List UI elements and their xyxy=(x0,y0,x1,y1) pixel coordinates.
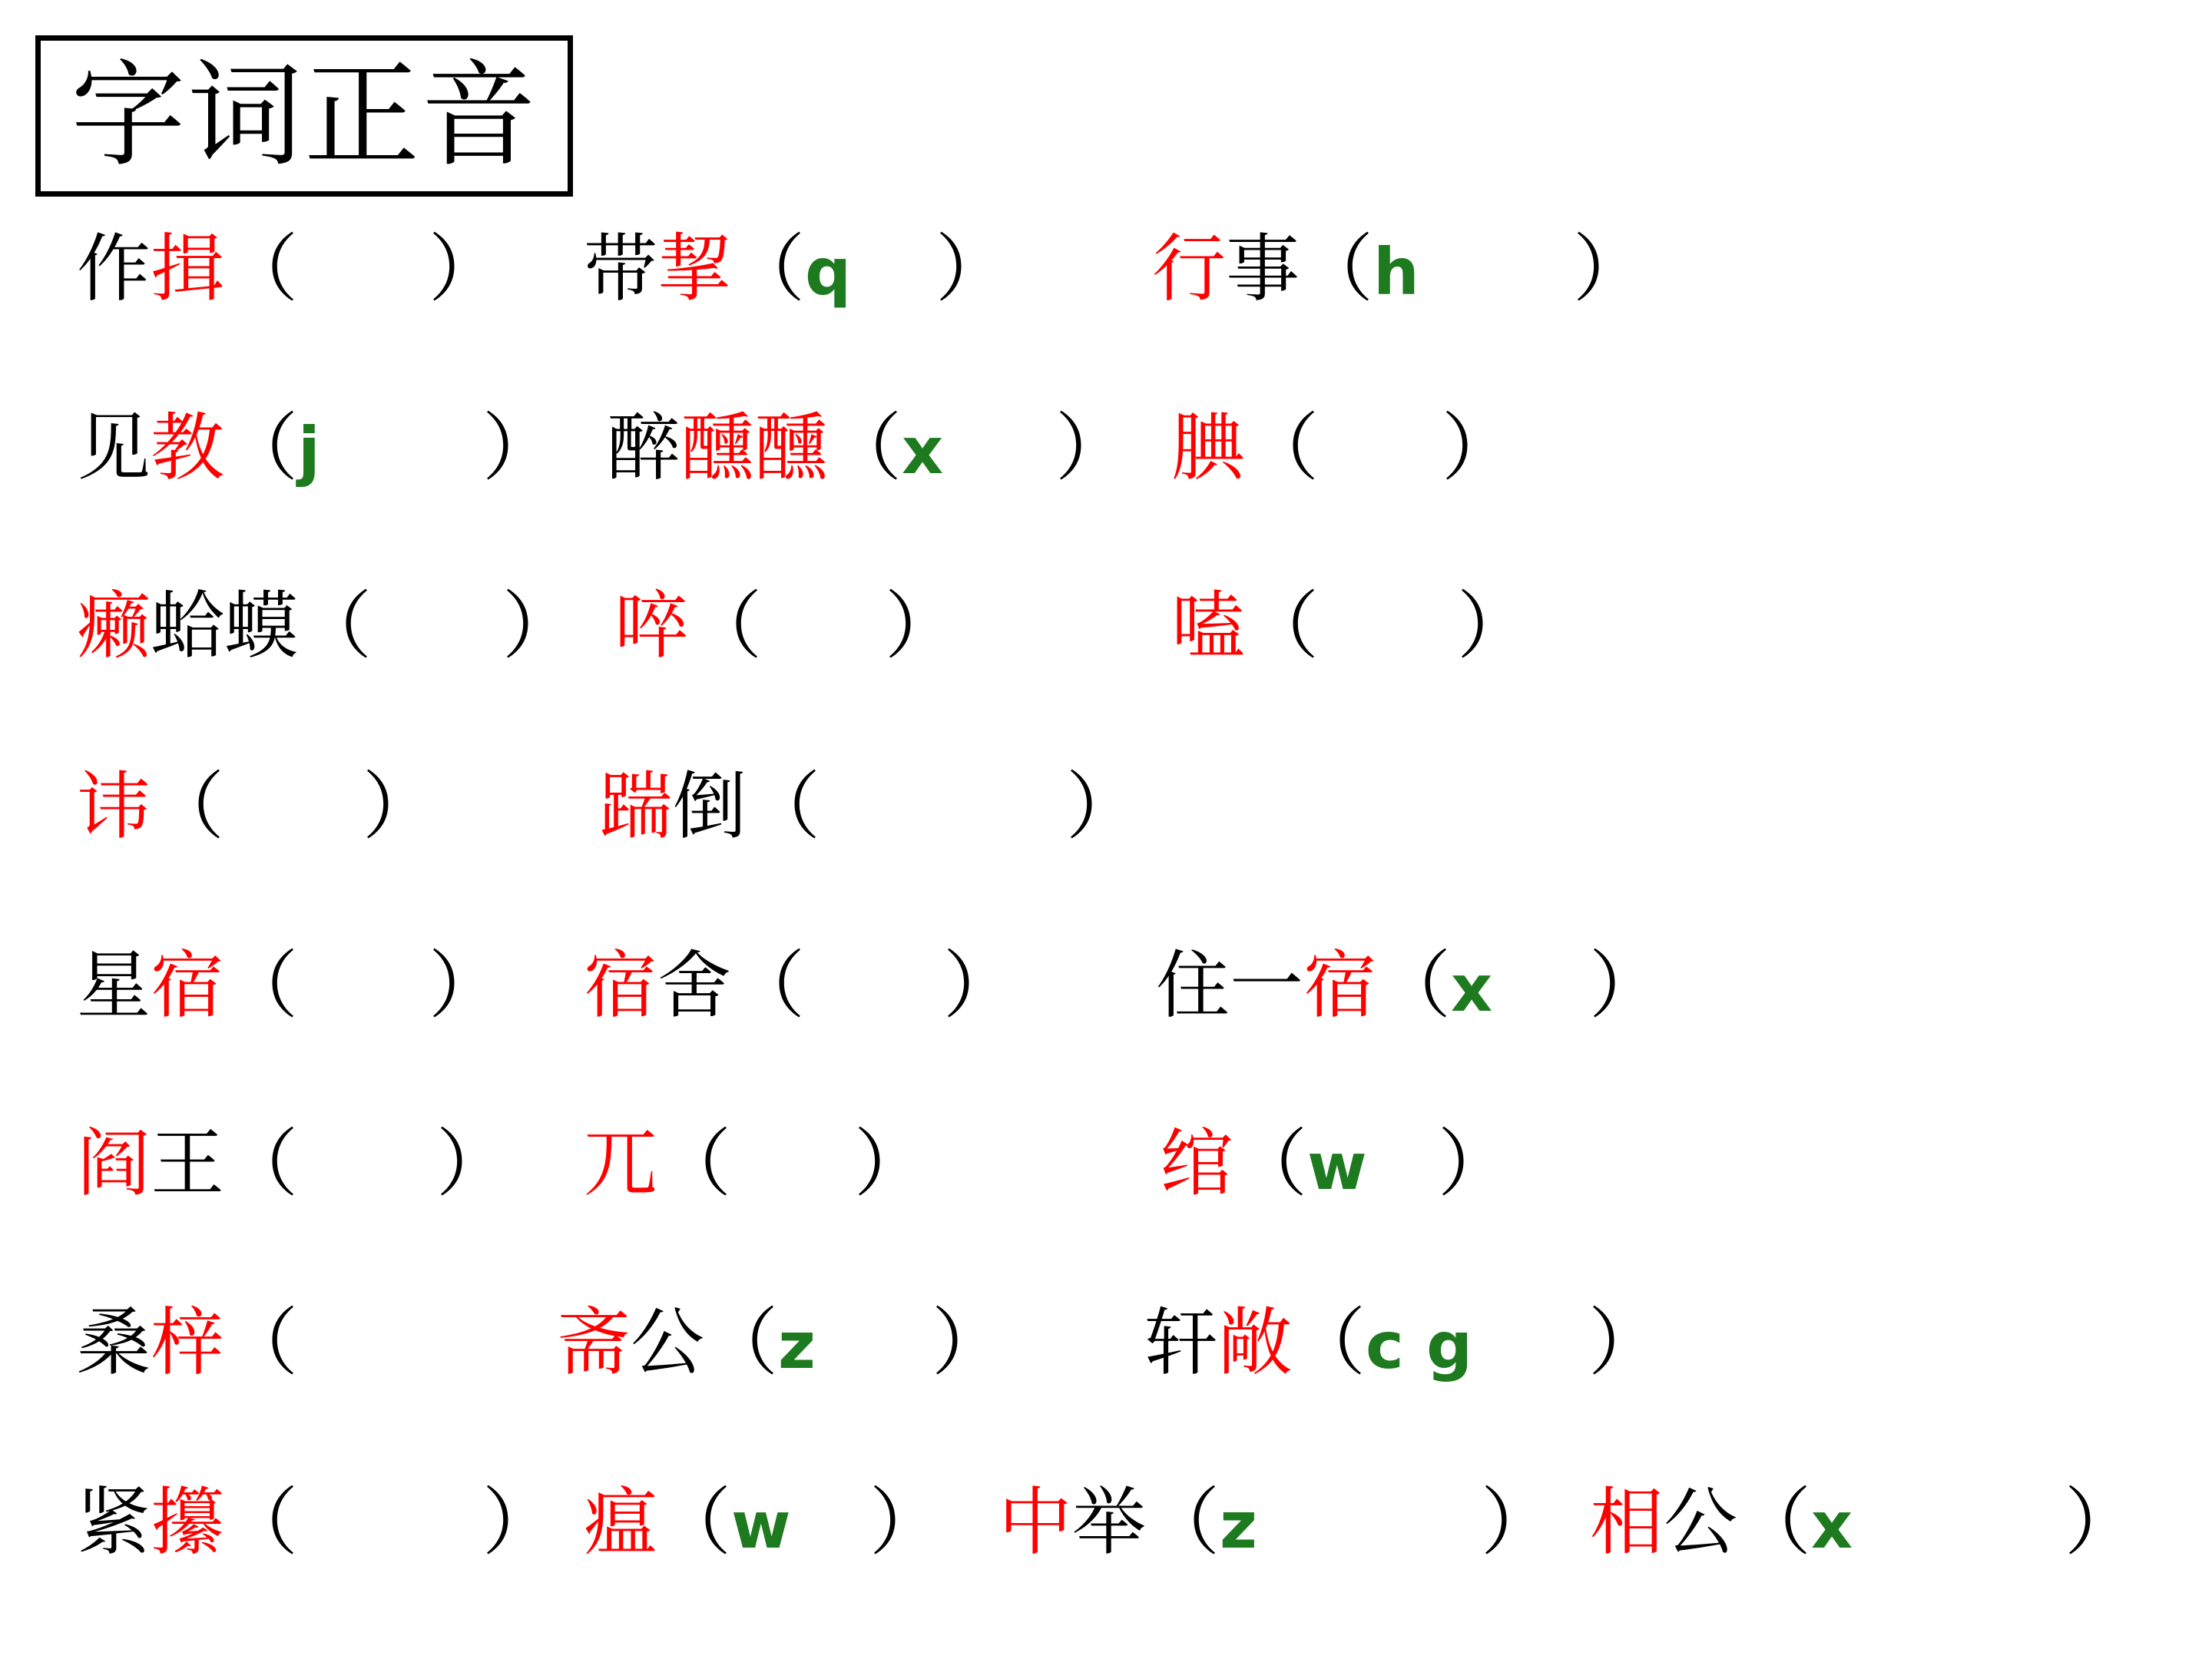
target-character: 兀 xyxy=(584,1121,657,1207)
target-character: 醺醺 xyxy=(680,405,828,491)
vocab-item xyxy=(557,1293,1005,1392)
pinyin-hint: z xyxy=(778,1308,816,1383)
vocab-item xyxy=(77,935,502,1035)
pinyin-blank xyxy=(778,1293,932,1396)
open-paren: （ xyxy=(224,1121,298,1207)
pinyin-hint: x xyxy=(902,413,944,488)
vocab-item xyxy=(77,398,556,498)
close-paren: ） xyxy=(1573,226,1647,312)
target-character: 斋 xyxy=(557,1300,631,1386)
close-paren: ） xyxy=(2065,1479,2138,1565)
target-character: 揖 xyxy=(151,226,224,312)
open-paren: （ xyxy=(224,226,298,312)
vocab-item xyxy=(614,576,959,676)
vocab-item xyxy=(77,1114,510,1214)
close-paren: ） xyxy=(1066,763,1140,849)
target-character: 敞 xyxy=(1218,1300,1292,1386)
close-paren: ） xyxy=(436,1121,510,1207)
word-prefix: 紧 xyxy=(77,1479,151,1565)
word-prefix: 见 xyxy=(77,405,151,491)
target-character: 腆 xyxy=(1171,405,1245,491)
open-paren: （ xyxy=(1233,1121,1307,1207)
word-suffix: 公 xyxy=(1664,1479,1737,1565)
open-paren: （ xyxy=(1377,942,1451,1028)
target-character: 瘟 xyxy=(584,1479,657,1565)
pinyin-blank xyxy=(1811,1472,2065,1575)
pinyin-blank xyxy=(805,219,935,322)
pinyin-blank xyxy=(1220,1472,1481,1575)
vocab-item xyxy=(1144,1293,1662,1392)
open-paren: （ xyxy=(224,1479,298,1565)
target-character: 讳 xyxy=(77,763,151,849)
open-paren: （ xyxy=(688,583,762,669)
target-character: 挈 xyxy=(657,226,731,312)
vocab-item xyxy=(998,1472,1555,1572)
open-paren: （ xyxy=(731,942,805,1028)
word-suffix: 舍 xyxy=(657,942,731,1028)
open-paren: （ xyxy=(747,763,820,849)
word-suffix: 举 xyxy=(1072,1479,1146,1565)
vocab-item xyxy=(584,219,1009,319)
pinyin-blank xyxy=(298,398,482,501)
pinyin-blank xyxy=(902,398,1055,501)
word-prefix: 住一 xyxy=(1156,942,1303,1028)
word-suffix: 事 xyxy=(1226,226,1300,312)
open-paren: （ xyxy=(1245,583,1319,669)
close-paren: ） xyxy=(943,942,1017,1028)
target-character: 教 xyxy=(151,405,224,491)
close-paren: ） xyxy=(854,1121,928,1207)
target-character: 癞 xyxy=(77,583,151,669)
vocab-item xyxy=(1171,576,1531,676)
target-character: 嗑 xyxy=(1171,583,1245,669)
vocab-item xyxy=(1590,1472,2138,1572)
vocab-item xyxy=(1160,1114,1512,1214)
close-paren: ） xyxy=(935,226,1009,312)
pinyin-hint: w xyxy=(731,1488,791,1563)
close-paren: ） xyxy=(869,1479,943,1565)
close-paren: ） xyxy=(1457,583,1531,669)
word-prefix: 醉 xyxy=(607,405,680,491)
vocab-item xyxy=(584,1472,943,1572)
open-paren: （ xyxy=(1292,1300,1366,1386)
close-paren: ） xyxy=(1481,1479,1555,1565)
word-suffix: 蛤蟆 xyxy=(151,583,298,669)
vocab-item xyxy=(77,576,576,676)
target-character: 踹 xyxy=(599,763,673,849)
open-paren: （ xyxy=(1146,1479,1220,1565)
word-prefix: 带 xyxy=(584,226,657,312)
word-prefix: 作 xyxy=(77,226,151,312)
close-paren: ） xyxy=(363,763,436,849)
vocab-item xyxy=(584,935,1017,1035)
pinyin-hint: z xyxy=(1220,1488,1257,1563)
pinyin-hint: q xyxy=(805,234,852,310)
target-character: 行 xyxy=(1152,226,1226,312)
target-character: 梓 xyxy=(151,1300,224,1386)
target-character: 相 xyxy=(1590,1479,1664,1565)
open-paren: （ xyxy=(298,583,372,669)
pinyin-hint: x xyxy=(1451,951,1493,1026)
target-character: 攥 xyxy=(151,1479,224,1565)
word-prefix: 桑 xyxy=(77,1300,151,1386)
open-paren: （ xyxy=(1300,226,1373,312)
vocab-item xyxy=(77,1293,406,1392)
pinyin-blank xyxy=(1307,1114,1438,1217)
open-paren: （ xyxy=(731,226,805,312)
word-suffix: 倒 xyxy=(673,763,747,849)
vocab-item xyxy=(77,219,502,319)
open-paren: （ xyxy=(1245,405,1319,491)
pinyin-hint: x xyxy=(1811,1488,1853,1563)
vocab-item xyxy=(1152,219,1647,319)
word-suffix: 公 xyxy=(631,1300,704,1386)
target-character: 阎 xyxy=(77,1121,151,1207)
vocab-item xyxy=(584,1114,928,1214)
word-prefix: 轩 xyxy=(1144,1300,1218,1386)
pinyin-blank xyxy=(1373,219,1573,322)
target-character: 宿 xyxy=(1303,942,1377,1028)
pinyin-blank xyxy=(1451,935,1589,1038)
close-paren: ） xyxy=(932,1300,1005,1386)
target-character: 中 xyxy=(998,1479,1072,1565)
vocab-item xyxy=(77,1472,556,1572)
open-paren: （ xyxy=(151,763,224,849)
vocab-item xyxy=(599,757,1140,856)
close-paren: ） xyxy=(502,583,576,669)
target-character: 啐 xyxy=(614,583,688,669)
pinyin-blank xyxy=(731,1472,869,1575)
vocab-item xyxy=(77,757,436,856)
close-paren: ） xyxy=(885,583,959,669)
word-suffix: 王 xyxy=(151,1121,224,1207)
vocab-item xyxy=(1171,398,1515,498)
close-paren: ） xyxy=(429,226,502,312)
close-paren: ） xyxy=(1588,1300,1662,1386)
pinyin-hint: w xyxy=(1307,1129,1367,1204)
word-prefix: 星 xyxy=(77,942,151,1028)
close-paren: ） xyxy=(1442,405,1515,491)
pinyin-hint: c g xyxy=(1366,1308,1473,1383)
open-paren: （ xyxy=(828,405,902,491)
close-paren: ） xyxy=(1055,405,1129,491)
close-paren: ） xyxy=(482,1479,556,1565)
pinyin-blank xyxy=(1366,1293,1588,1396)
close-paren: ） xyxy=(1438,1121,1512,1207)
open-paren: （ xyxy=(224,942,298,1028)
close-paren: ） xyxy=(482,405,556,491)
open-paren: （ xyxy=(224,405,298,491)
pinyin-hint: j xyxy=(298,413,320,488)
close-paren: ） xyxy=(1589,942,1663,1028)
vocab-item xyxy=(1156,935,1663,1035)
open-paren: （ xyxy=(1737,1479,1811,1565)
open-paren: （ xyxy=(657,1121,731,1207)
title-box xyxy=(35,35,573,197)
close-paren: ） xyxy=(429,942,502,1028)
target-character: 宿 xyxy=(584,942,657,1028)
target-character: 宿 xyxy=(151,942,224,1028)
open-paren: （ xyxy=(657,1479,731,1565)
open-paren: （ xyxy=(704,1300,778,1386)
pinyin-hint: h xyxy=(1373,234,1419,310)
open-paren: （ xyxy=(224,1300,298,1386)
target-character: 绾 xyxy=(1160,1121,1233,1207)
vocab-item xyxy=(607,398,1129,498)
page-title: 字词正音 xyxy=(70,49,538,183)
